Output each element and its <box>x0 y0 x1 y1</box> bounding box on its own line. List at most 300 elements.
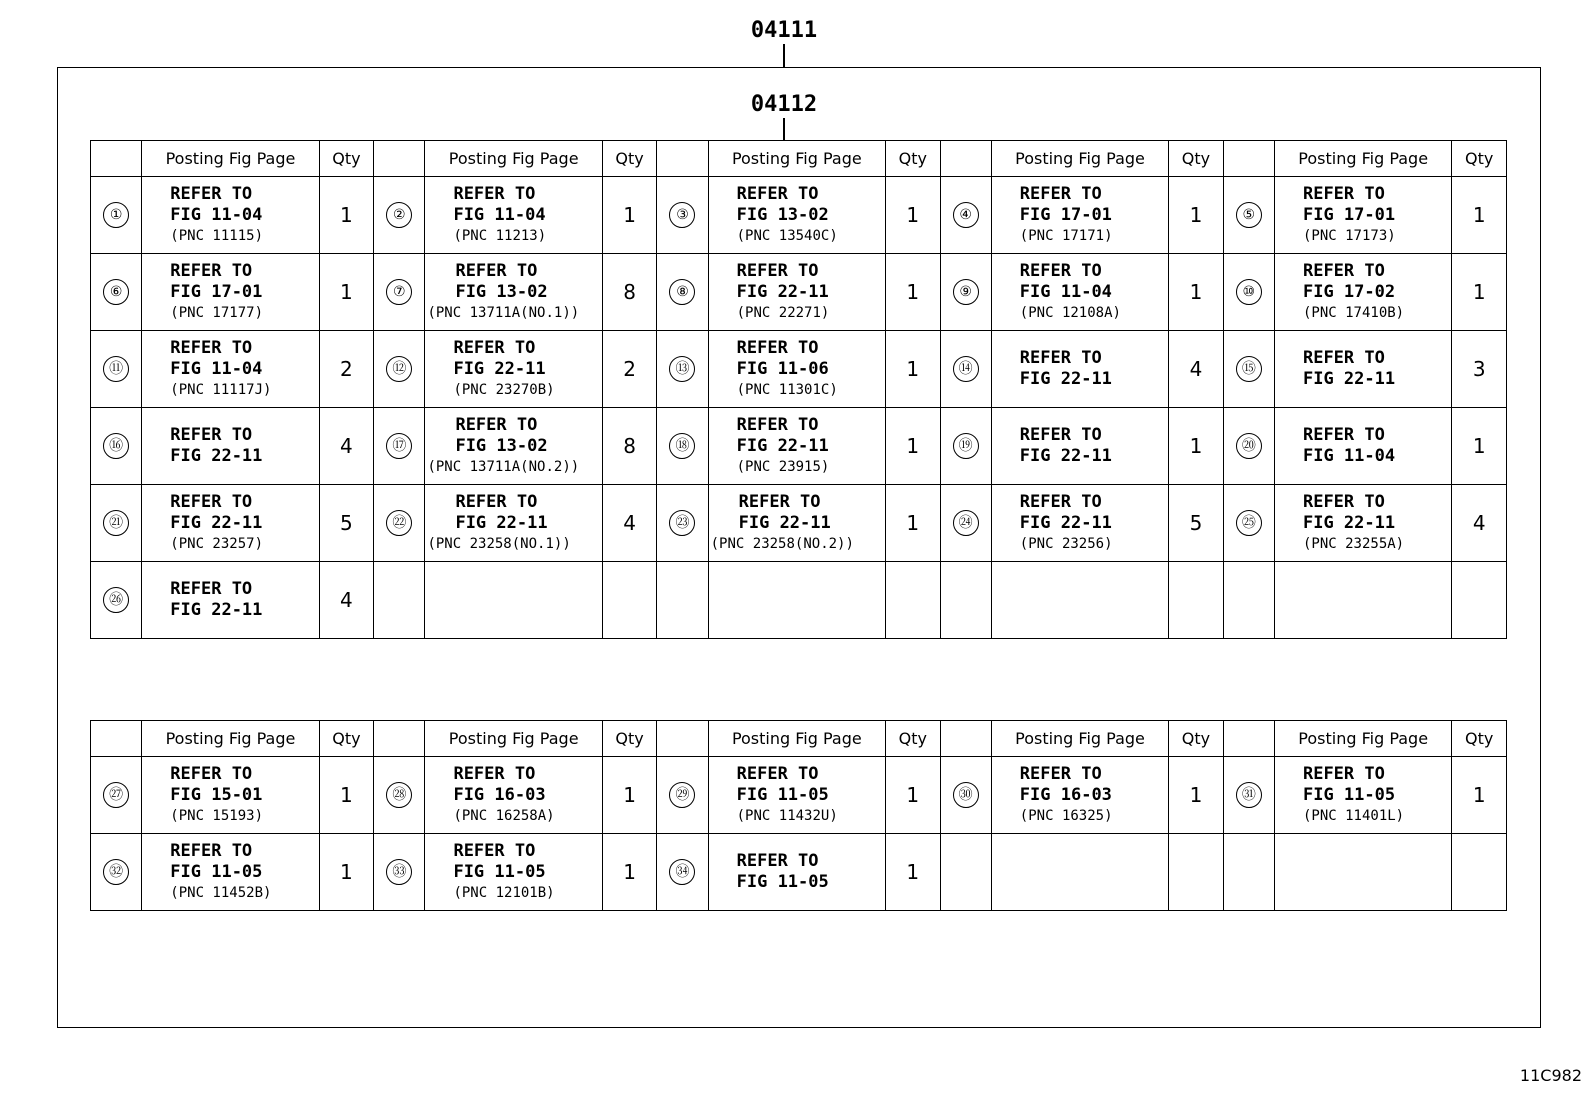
refer-to-label: REFER TO <box>170 492 253 512</box>
item-number-badge: ③ <box>669 202 695 228</box>
item-number-cell <box>940 408 991 485</box>
qty-cell <box>319 757 374 834</box>
item-number-cell <box>91 177 142 254</box>
qty-cell <box>886 331 941 408</box>
table-row <box>91 331 1507 408</box>
pnc-code: (PNC 11213) <box>453 228 547 244</box>
header-number-cell <box>940 141 991 177</box>
item-number-cell <box>374 562 425 639</box>
qty-cell <box>886 757 941 834</box>
item-number-badge: ⑥ <box>103 279 129 305</box>
qty-cell <box>1169 177 1224 254</box>
item-number-cell <box>374 177 425 254</box>
qty-value: 1 <box>623 860 636 884</box>
reference-cell <box>142 485 319 562</box>
item-number-badge: ㉚ <box>953 782 979 808</box>
fig-reference: FIG 22-11 <box>1302 513 1396 533</box>
item-number-badge: ㉔ <box>953 510 979 536</box>
reference-text <box>425 338 601 400</box>
fig-reference: FIG 11-05 <box>736 785 829 805</box>
qty-cell <box>1452 331 1507 408</box>
fig-reference: FIG 15-01 <box>170 785 263 805</box>
reference-cell <box>425 331 602 408</box>
fig-reference: FIG 16-03 <box>1019 785 1112 805</box>
item-number-badge: ㉗ <box>103 782 129 808</box>
refer-to-label: REFER TO <box>170 338 253 358</box>
item-number-cell <box>657 834 708 911</box>
header-qty: Qty <box>602 141 657 177</box>
reference-text <box>709 764 885 826</box>
reference-cell <box>425 254 602 331</box>
table-row <box>91 408 1507 485</box>
refer-to-label: REFER TO <box>455 261 538 281</box>
item-number-cell <box>374 485 425 562</box>
reference-cell <box>708 331 885 408</box>
refer-to-label: REFER TO <box>1302 492 1385 512</box>
qty-value: 1 <box>1189 280 1203 304</box>
refer-to-label: REFER TO <box>736 764 819 784</box>
fig-reference: FIG 22-11 <box>170 513 263 533</box>
header-posting-fig-page: Posting Fig Page <box>708 721 885 757</box>
header-qty: Qty <box>1452 141 1507 177</box>
header-number-cell <box>91 721 142 757</box>
refer-to-label: REFER TO <box>453 338 536 358</box>
item-number-badge: ⑬ <box>669 356 695 382</box>
qty-value: 1 <box>906 280 920 304</box>
header-posting-fig-page: Posting Fig Page <box>425 141 602 177</box>
fig-reference: FIG 13-02 <box>455 436 548 456</box>
item-number-cell <box>657 254 708 331</box>
qty-cell <box>886 562 941 639</box>
qty-cell <box>1452 254 1507 331</box>
item-number-badge: ㉑ <box>103 510 129 536</box>
item-number-badge: ⑦ <box>386 279 412 305</box>
reference-cell <box>708 408 885 485</box>
reference-cell <box>708 562 885 639</box>
reference-cell <box>425 408 602 485</box>
item-number-badge: ⑫ <box>386 356 412 382</box>
qty-value: 1 <box>906 511 920 535</box>
reference-text <box>1275 764 1451 826</box>
header-number-cell <box>940 721 991 757</box>
item-number-badge: ④ <box>953 202 979 228</box>
refer-to-label: REFER TO <box>1019 261 1102 281</box>
refer-to-label: REFER TO <box>1302 348 1385 368</box>
reference-cell <box>142 254 319 331</box>
header-posting-fig-page: Posting Fig Page <box>142 141 319 177</box>
reference-cell <box>425 177 602 254</box>
header-posting-fig-page: Posting Fig Page <box>1274 721 1451 757</box>
item-number-badge: ① <box>103 202 129 228</box>
reference-text <box>142 579 318 621</box>
fig-reference: FIG 22-11 <box>1019 369 1112 389</box>
qty-cell <box>886 408 941 485</box>
fig-reference: FIG 17-01 <box>1019 205 1112 225</box>
item-number-cell <box>374 834 425 911</box>
qty-value: 1 <box>1472 203 1486 227</box>
header-posting-fig-page: Posting Fig Page <box>1274 141 1451 177</box>
fig-reference: FIG 11-04 <box>170 205 263 225</box>
item-number-cell <box>91 562 142 639</box>
assembly-label-04111: 04111 <box>750 18 818 43</box>
refer-to-label: REFER TO <box>736 184 819 204</box>
refer-to-label: REFER TO <box>736 851 819 871</box>
header-qty: Qty <box>1169 141 1224 177</box>
item-number-badge: ㉕ <box>1236 510 1262 536</box>
pnc-code: (PNC 23270B) <box>453 382 555 398</box>
reference-cell <box>1274 485 1451 562</box>
refer-to-label: REFER TO <box>1302 764 1385 784</box>
reference-text <box>709 184 885 246</box>
fig-reference: FIG 22-11 <box>1302 369 1396 389</box>
item-number-cell <box>91 485 142 562</box>
qty-cell <box>319 254 374 331</box>
item-number-badge: ⑤ <box>1236 202 1262 228</box>
qty-value: 1 <box>906 860 920 884</box>
qty-value: 4 <box>1189 357 1203 381</box>
item-number-badge: ㉓ <box>669 510 695 536</box>
header-qty: Qty <box>1452 721 1507 757</box>
reference-cell <box>991 562 1168 639</box>
refer-to-label: REFER TO <box>455 415 538 435</box>
item-number-cell <box>1223 485 1274 562</box>
reference-cell <box>1274 254 1451 331</box>
table-row <box>91 562 1507 639</box>
header-number-cell <box>1223 141 1274 177</box>
reference-cell <box>142 834 319 911</box>
qty-cell <box>1169 408 1224 485</box>
pnc-code: (PNC 23256) <box>1019 536 1113 552</box>
item-number-badge: ㉝ <box>386 859 412 885</box>
pnc-code: (PNC 11432U) <box>736 808 838 824</box>
reference-text <box>992 348 1168 390</box>
qty-cell <box>602 331 657 408</box>
pnc-code: (PNC 13540C) <box>736 228 838 244</box>
pnc-code: (PNC 22271) <box>736 305 830 321</box>
header-qty: Qty <box>886 721 941 757</box>
header-number-cell <box>657 141 708 177</box>
pnc-code: (PNC 23255A) <box>1302 536 1405 552</box>
item-number-badge: ⑯ <box>103 433 129 459</box>
fig-reference: FIG 11-05 <box>1302 785 1396 805</box>
qty-value: 1 <box>906 434 920 458</box>
header-posting-fig-page: Posting Fig Page <box>708 141 885 177</box>
fig-reference: FIG 17-01 <box>170 282 263 302</box>
qty-cell <box>886 254 941 331</box>
qty-cell <box>1169 562 1224 639</box>
qty-value: 1 <box>1472 783 1486 807</box>
item-number-badge: ⑧ <box>669 279 695 305</box>
qty-value: 1 <box>623 783 636 807</box>
reference-text <box>425 764 601 826</box>
qty-value: 4 <box>340 588 353 612</box>
reference-cell <box>991 485 1168 562</box>
qty-value: 4 <box>340 434 353 458</box>
qty-value: 1 <box>340 783 353 807</box>
item-number-badge: ㉞ <box>669 859 695 885</box>
qty-value: 1 <box>1189 434 1203 458</box>
header-number-cell <box>374 141 425 177</box>
qty-value: 2 <box>340 357 353 381</box>
item-number-badge: ㉛ <box>1236 782 1262 808</box>
header-posting-fig-page: Posting Fig Page <box>425 721 602 757</box>
reference-text <box>142 184 318 246</box>
qty-cell <box>602 562 657 639</box>
fig-reference: FIG 13-02 <box>736 205 829 225</box>
refer-to-label: REFER TO <box>736 415 819 435</box>
refer-to-label: REFER TO <box>1302 425 1385 445</box>
refer-to-label: REFER TO <box>1019 348 1102 368</box>
header-number-cell <box>1223 721 1274 757</box>
qty-cell <box>886 834 941 911</box>
refer-to-label: REFER TO <box>453 841 536 861</box>
qty-value: 8 <box>623 434 636 458</box>
fig-reference: FIG 22-11 <box>736 436 829 456</box>
reference-cell <box>1274 331 1451 408</box>
table-row <box>91 757 1507 834</box>
item-number-cell <box>91 834 142 911</box>
table-row <box>91 177 1507 254</box>
pnc-code: (PNC 23258(NO.1)) <box>427 536 571 552</box>
pnc-code: (PNC 11117J) <box>170 382 272 398</box>
refer-to-label: REFER TO <box>170 579 253 599</box>
header-number-cell <box>374 721 425 757</box>
item-number-cell <box>657 757 708 834</box>
fig-reference: FIG 22-11 <box>1019 513 1112 533</box>
illustration-code: 11C982 <box>1519 1066 1582 1085</box>
reference-text <box>709 851 885 893</box>
item-number-badge: ⑪ <box>103 356 129 382</box>
item-number-cell <box>1223 177 1274 254</box>
qty-value: 8 <box>623 280 636 304</box>
item-number-cell <box>91 254 142 331</box>
parts-reference-table-2 <box>90 720 1507 911</box>
item-number-badge: ⑲ <box>953 433 979 459</box>
qty-cell <box>602 408 657 485</box>
pnc-code: (PNC 13711A(NO.2)) <box>427 459 580 475</box>
reference-text <box>142 261 318 323</box>
refer-to-label: REFER TO <box>453 764 536 784</box>
item-number-cell <box>657 408 708 485</box>
header-number-cell <box>657 721 708 757</box>
fig-reference: FIG 11-04 <box>453 205 546 225</box>
qty-cell <box>319 408 374 485</box>
reference-text <box>142 764 318 826</box>
qty-value: 1 <box>623 203 636 227</box>
qty-value: 1 <box>1472 434 1486 458</box>
qty-cell <box>1169 757 1224 834</box>
qty-cell <box>1452 485 1507 562</box>
reference-cell <box>708 254 885 331</box>
qty-value: 1 <box>340 860 353 884</box>
header-posting-fig-page: Posting Fig Page <box>991 141 1168 177</box>
refer-to-label: REFER TO <box>170 261 253 281</box>
reference-cell <box>1274 177 1451 254</box>
item-number-cell <box>91 331 142 408</box>
reference-cell <box>708 485 885 562</box>
reference-text <box>425 415 601 477</box>
refer-to-label: REFER TO <box>170 841 253 861</box>
qty-cell <box>602 485 657 562</box>
item-number-cell <box>657 485 708 562</box>
refer-to-label: REFER TO <box>736 338 819 358</box>
qty-cell <box>1452 177 1507 254</box>
header-posting-fig-page: Posting Fig Page <box>142 721 319 757</box>
refer-to-label: REFER TO <box>170 764 253 784</box>
table-row <box>91 834 1507 911</box>
reference-text <box>992 492 1168 554</box>
reference-text <box>142 841 318 903</box>
fig-reference: FIG 11-06 <box>736 359 829 379</box>
qty-cell <box>1452 757 1507 834</box>
reference-text <box>1275 261 1451 323</box>
reference-text <box>142 338 318 400</box>
refer-to-label: REFER TO <box>453 184 536 204</box>
reference-text <box>709 338 885 400</box>
qty-value: 1 <box>906 783 920 807</box>
pnc-code: (PNC 12101B) <box>453 885 555 901</box>
reference-cell <box>991 408 1168 485</box>
item-number-cell <box>657 331 708 408</box>
fig-reference: FIG 22-11 <box>1019 446 1112 466</box>
item-number-cell <box>1223 254 1274 331</box>
refer-to-label: REFER TO <box>1302 184 1385 204</box>
item-number-badge: ⑭ <box>953 356 979 382</box>
assembly-label-04112: 04112 <box>750 92 818 117</box>
item-number-badge: ㉙ <box>669 782 695 808</box>
item-number-cell <box>940 562 991 639</box>
header-qty: Qty <box>1169 721 1224 757</box>
refer-to-label: REFER TO <box>1019 184 1102 204</box>
item-number-cell <box>657 562 708 639</box>
pnc-code: (PNC 17177) <box>170 305 263 321</box>
reference-cell <box>425 757 602 834</box>
refer-to-label: REFER TO <box>170 184 253 204</box>
item-number-badge: ⑮ <box>1236 356 1262 382</box>
pnc-code: (PNC 11401L) <box>1302 808 1405 824</box>
pnc-code: (PNC 23257) <box>170 536 263 552</box>
reference-cell <box>1274 834 1451 911</box>
reference-text <box>425 492 601 554</box>
item-number-cell <box>940 834 991 911</box>
header-qty: Qty <box>602 721 657 757</box>
refer-to-label: REFER TO <box>455 492 538 512</box>
item-number-badge: ㉜ <box>103 859 129 885</box>
qty-value: 5 <box>1189 511 1203 535</box>
qty-cell <box>1452 562 1507 639</box>
fig-reference: FIG 13-02 <box>455 282 548 302</box>
reference-text <box>992 764 1168 826</box>
qty-cell <box>1169 254 1224 331</box>
header-row <box>91 721 1507 757</box>
reference-cell <box>142 408 319 485</box>
qty-cell <box>1169 485 1224 562</box>
qty-cell <box>1452 834 1507 911</box>
item-number-badge: ㉘ <box>386 782 412 808</box>
item-number-badge: ⑩ <box>1236 279 1262 305</box>
reference-cell <box>142 757 319 834</box>
header-qty: Qty <box>319 721 374 757</box>
reference-text <box>142 492 318 554</box>
fig-reference: FIG 22-11 <box>455 513 548 533</box>
pnc-code: (PNC 15193) <box>170 808 263 824</box>
qty-cell <box>602 177 657 254</box>
reference-text <box>709 415 885 477</box>
pnc-code: (PNC 11115) <box>170 228 263 244</box>
header-qty: Qty <box>319 141 374 177</box>
qty-value: 1 <box>340 280 353 304</box>
reference-cell <box>1274 757 1451 834</box>
qty-value: 3 <box>1472 357 1486 381</box>
reference-cell <box>991 177 1168 254</box>
reference-cell <box>425 834 602 911</box>
reference-text <box>425 841 601 903</box>
item-number-cell <box>940 254 991 331</box>
fig-reference: FIG 22-11 <box>170 446 263 466</box>
reference-text <box>709 492 885 554</box>
qty-value: 4 <box>623 511 636 535</box>
refer-to-label: REFER TO <box>736 261 819 281</box>
fig-reference: FIG 11-05 <box>170 862 263 882</box>
reference-text <box>1275 425 1451 467</box>
reference-cell <box>991 834 1168 911</box>
item-number-cell <box>374 757 425 834</box>
table-row <box>91 485 1507 562</box>
fig-reference: FIG 11-04 <box>1302 446 1396 466</box>
qty-value: 1 <box>906 203 920 227</box>
qty-cell <box>886 177 941 254</box>
item-number-cell <box>657 177 708 254</box>
qty-cell <box>602 254 657 331</box>
qty-cell <box>602 834 657 911</box>
pnc-code: (PNC 11301C) <box>736 382 838 398</box>
reference-text <box>992 425 1168 467</box>
reference-cell <box>142 177 319 254</box>
item-number-cell <box>374 408 425 485</box>
qty-value: 4 <box>1472 511 1486 535</box>
item-number-cell <box>1223 331 1274 408</box>
qty-cell <box>602 757 657 834</box>
fig-reference: FIG 11-05 <box>453 862 546 882</box>
reference-text <box>992 261 1168 323</box>
fig-reference: FIG 22-11 <box>170 600 263 620</box>
header-qty: Qty <box>886 141 941 177</box>
qty-cell <box>886 485 941 562</box>
header-posting-fig-page: Posting Fig Page <box>991 721 1168 757</box>
qty-cell <box>319 485 374 562</box>
item-number-cell <box>940 757 991 834</box>
item-number-cell <box>91 408 142 485</box>
reference-cell <box>991 331 1168 408</box>
header-number-cell <box>91 141 142 177</box>
item-number-cell <box>1223 408 1274 485</box>
fig-reference: FIG 17-02 <box>1302 282 1396 302</box>
header-row <box>91 141 1507 177</box>
fig-reference: FIG 22-11 <box>453 359 546 379</box>
pnc-code: (PNC 23915) <box>736 459 830 475</box>
pnc-code: (PNC 11452B) <box>170 885 272 901</box>
fig-reference: FIG 22-11 <box>736 282 829 302</box>
reference-cell <box>425 485 602 562</box>
reference-cell <box>708 757 885 834</box>
pnc-code: (PNC 17410B) <box>1302 305 1405 321</box>
item-number-cell <box>1223 562 1274 639</box>
qty-cell <box>1169 834 1224 911</box>
reference-cell <box>1274 408 1451 485</box>
item-number-badge: ⑳ <box>1236 433 1262 459</box>
fig-reference: FIG 16-03 <box>453 785 546 805</box>
reference-text <box>1275 348 1451 390</box>
